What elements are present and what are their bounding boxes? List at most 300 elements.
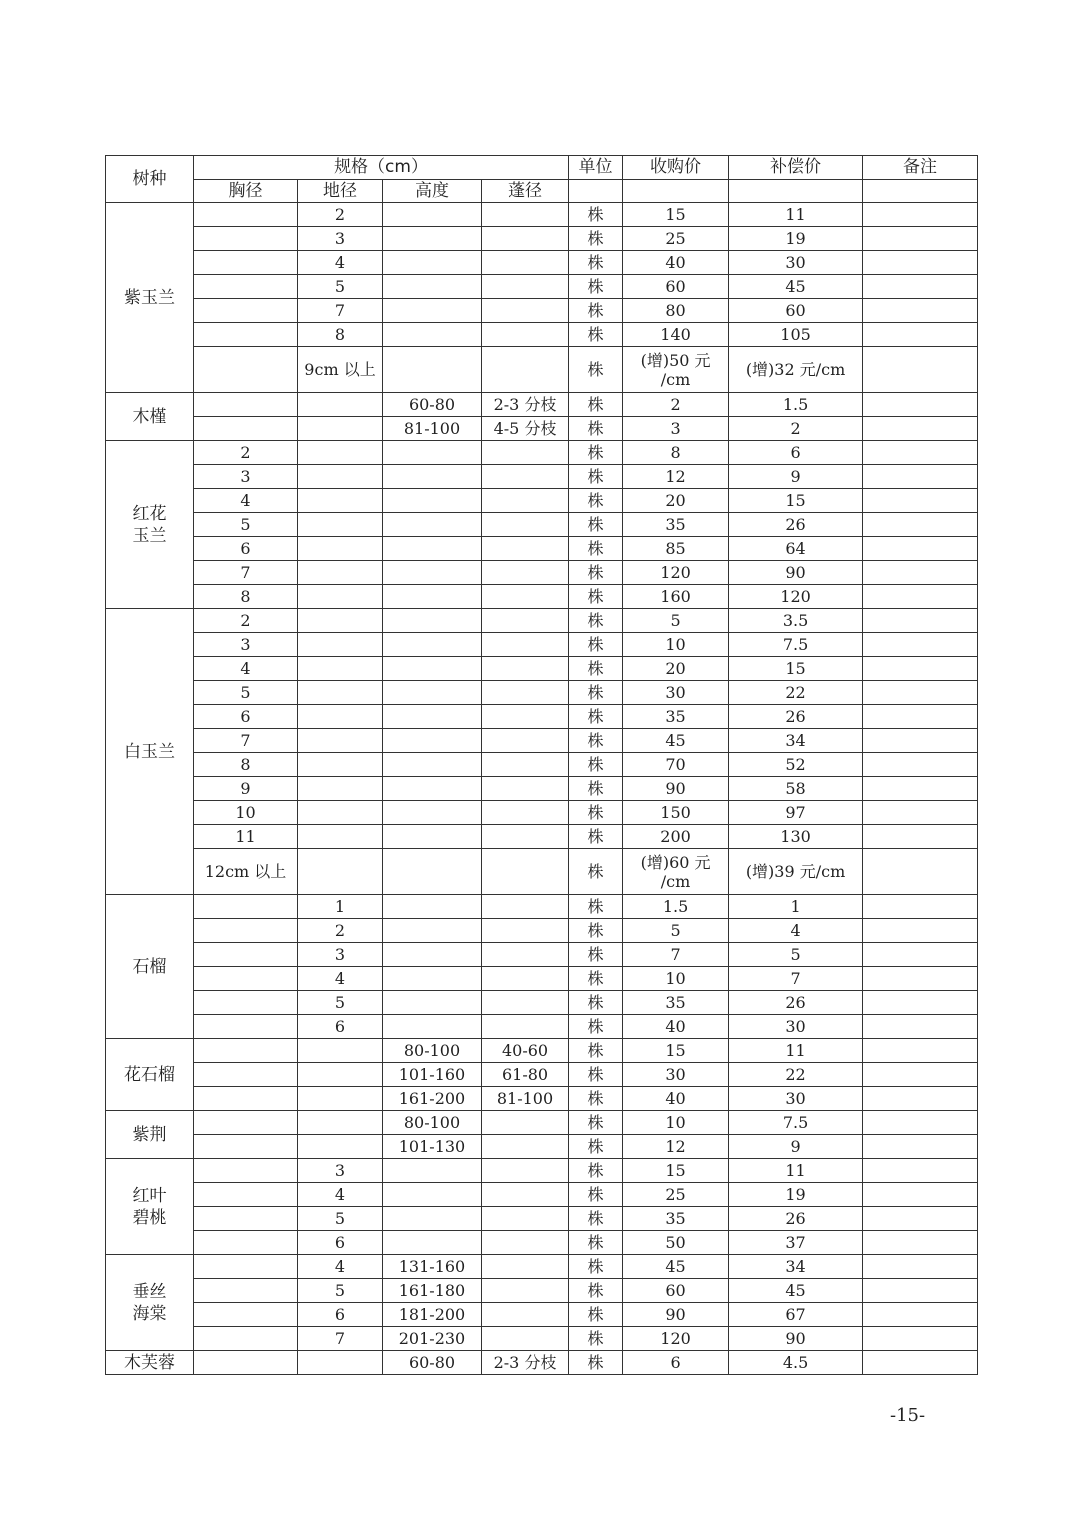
height-cell bbox=[383, 275, 482, 299]
crown-cell bbox=[482, 657, 569, 681]
compensation-price-cell: 11 bbox=[729, 1159, 863, 1183]
dbh-cell bbox=[194, 1039, 298, 1063]
remarks-cell bbox=[863, 1279, 978, 1303]
crown-cell bbox=[482, 513, 569, 537]
height-cell: 80-100 bbox=[383, 1111, 482, 1135]
crown-cell bbox=[482, 441, 569, 465]
header-unit-blank bbox=[569, 180, 623, 203]
height-cell bbox=[383, 943, 482, 967]
unit-cell: 株 bbox=[569, 729, 623, 753]
ground-diameter-cell: 6 bbox=[298, 1015, 383, 1039]
dbh-cell bbox=[194, 1231, 298, 1255]
species-cell: 木槿 bbox=[106, 393, 194, 441]
purchase-price-cell: 20 bbox=[623, 657, 729, 681]
crown-cell bbox=[482, 489, 569, 513]
ground-diameter-cell: 3 bbox=[298, 227, 383, 251]
unit-cell: 株 bbox=[569, 417, 623, 441]
crown-cell bbox=[482, 1303, 569, 1327]
compensation-price-cell: 9 bbox=[729, 1135, 863, 1159]
unit-cell: 株 bbox=[569, 919, 623, 943]
remarks-cell bbox=[863, 323, 978, 347]
height-cell bbox=[383, 777, 482, 801]
crown-cell bbox=[482, 1111, 569, 1135]
height-cell bbox=[383, 895, 482, 919]
table-row bbox=[106, 849, 978, 895]
header-unit: 单位 bbox=[569, 156, 623, 180]
dbh-cell: 3 bbox=[194, 633, 298, 657]
compensation-price-cell: 90 bbox=[729, 561, 863, 585]
unit-cell: 株 bbox=[569, 1063, 623, 1087]
purchase-price-cell: 40 bbox=[623, 1087, 729, 1111]
height-cell bbox=[383, 967, 482, 991]
crown-cell bbox=[482, 895, 569, 919]
compensation-price-cell: (增)32 元/cm bbox=[729, 347, 863, 393]
remarks-cell bbox=[863, 991, 978, 1015]
dbh-cell bbox=[194, 967, 298, 991]
unit-cell: 株 bbox=[569, 801, 623, 825]
compensation-price-cell: 11 bbox=[729, 203, 863, 227]
purchase-price-cell: 10 bbox=[623, 633, 729, 657]
remarks-cell bbox=[863, 967, 978, 991]
ground-diameter-cell bbox=[298, 441, 383, 465]
purchase-price-cell: 10 bbox=[623, 1111, 729, 1135]
crown-cell bbox=[482, 753, 569, 777]
unit-cell: 株 bbox=[569, 203, 623, 227]
purchase-price-cell: 90 bbox=[623, 1303, 729, 1327]
compensation-price-cell: 19 bbox=[729, 227, 863, 251]
purchase-price-cell: 20 bbox=[623, 489, 729, 513]
ground-diameter-cell: 5 bbox=[298, 1279, 383, 1303]
purchase-price-cell: (增)50 元 /cm bbox=[623, 347, 729, 393]
compensation-price-cell: 26 bbox=[729, 705, 863, 729]
unit-cell: 株 bbox=[569, 825, 623, 849]
compensation-price-cell: 37 bbox=[729, 1231, 863, 1255]
height-cell: 81-100 bbox=[383, 417, 482, 441]
unit-cell: 株 bbox=[569, 299, 623, 323]
crown-cell: 81-100 bbox=[482, 1087, 569, 1111]
ground-diameter-cell: 5 bbox=[298, 991, 383, 1015]
height-cell bbox=[383, 657, 482, 681]
height-cell bbox=[383, 919, 482, 943]
crown-cell: 61-80 bbox=[482, 1063, 569, 1087]
dbh-cell bbox=[194, 1063, 298, 1087]
table-row bbox=[106, 895, 978, 919]
compensation-price-cell: 5 bbox=[729, 943, 863, 967]
unit-cell: 株 bbox=[569, 1351, 623, 1375]
crown-cell bbox=[482, 299, 569, 323]
crown-cell bbox=[482, 825, 569, 849]
dbh-cell bbox=[194, 275, 298, 299]
table-row bbox=[106, 513, 978, 537]
compensation-price-cell: 26 bbox=[729, 513, 863, 537]
purchase-price-cell: 35 bbox=[623, 513, 729, 537]
compensation-price-cell: 67 bbox=[729, 1303, 863, 1327]
dbh-cell bbox=[194, 1303, 298, 1327]
purchase-price-cell: 120 bbox=[623, 561, 729, 585]
compensation-price-cell: 120 bbox=[729, 585, 863, 609]
purchase-price-cell: 50 bbox=[623, 1231, 729, 1255]
unit-cell: 株 bbox=[569, 681, 623, 705]
compensation-price-cell: 30 bbox=[729, 1015, 863, 1039]
header-height: 高度 bbox=[383, 180, 482, 203]
height-cell bbox=[383, 347, 482, 393]
ground-diameter-cell: 4 bbox=[298, 1183, 383, 1207]
height-cell bbox=[383, 1231, 482, 1255]
header-purchase-blank bbox=[623, 180, 729, 203]
header-comp-blank bbox=[729, 180, 863, 203]
crown-cell bbox=[482, 537, 569, 561]
table-row bbox=[106, 561, 978, 585]
crown-cell bbox=[482, 347, 569, 393]
dbh-cell bbox=[194, 203, 298, 227]
ground-diameter-cell: 6 bbox=[298, 1231, 383, 1255]
table-row bbox=[106, 801, 978, 825]
dbh-cell: 12cm 以上 bbox=[194, 849, 298, 895]
purchase-price-cell: 70 bbox=[623, 753, 729, 777]
remarks-cell bbox=[863, 633, 978, 657]
ground-diameter-cell bbox=[298, 825, 383, 849]
unit-cell: 株 bbox=[569, 561, 623, 585]
crown-cell bbox=[482, 681, 569, 705]
ground-diameter-cell bbox=[298, 1111, 383, 1135]
height-cell bbox=[383, 1159, 482, 1183]
remarks-cell bbox=[863, 1063, 978, 1087]
purchase-price-cell: 1.5 bbox=[623, 895, 729, 919]
purchase-price-cell: (增)60 元 /cm bbox=[623, 849, 729, 895]
compensation-price-cell: 60 bbox=[729, 299, 863, 323]
compensation-price-cell: 7.5 bbox=[729, 633, 863, 657]
purchase-price-cell: 30 bbox=[623, 1063, 729, 1087]
table-row bbox=[106, 323, 978, 347]
table-row bbox=[106, 489, 978, 513]
unit-cell: 株 bbox=[569, 1327, 623, 1351]
crown-cell bbox=[482, 1207, 569, 1231]
height-cell bbox=[383, 1183, 482, 1207]
purchase-price-cell: 30 bbox=[623, 681, 729, 705]
height-cell: 201-230 bbox=[383, 1327, 482, 1351]
unit-cell: 株 bbox=[569, 895, 623, 919]
compensation-price-cell: 30 bbox=[729, 1087, 863, 1111]
dbh-cell bbox=[194, 943, 298, 967]
purchase-price-cell: 45 bbox=[623, 729, 729, 753]
remarks-cell bbox=[863, 1111, 978, 1135]
remarks-cell bbox=[863, 1087, 978, 1111]
compensation-price-cell: 15 bbox=[729, 657, 863, 681]
purchase-price-cell: 25 bbox=[623, 1183, 729, 1207]
header-ground-diameter: 地径 bbox=[298, 180, 383, 203]
crown-cell bbox=[482, 919, 569, 943]
dbh-cell bbox=[194, 251, 298, 275]
unit-cell: 株 bbox=[569, 513, 623, 537]
remarks-cell bbox=[863, 585, 978, 609]
remarks-cell bbox=[863, 825, 978, 849]
unit-cell: 株 bbox=[569, 943, 623, 967]
purchase-price-cell: 6 bbox=[623, 1351, 729, 1375]
remarks-cell bbox=[863, 513, 978, 537]
ground-diameter-cell bbox=[298, 585, 383, 609]
remarks-cell bbox=[863, 753, 978, 777]
height-cell bbox=[383, 753, 482, 777]
dbh-cell bbox=[194, 227, 298, 251]
table-row bbox=[106, 1207, 978, 1231]
ground-diameter-cell: 5 bbox=[298, 1207, 383, 1231]
dbh-cell bbox=[194, 323, 298, 347]
crown-cell bbox=[482, 1231, 569, 1255]
table-row bbox=[106, 1351, 978, 1375]
table-row bbox=[106, 609, 978, 633]
ground-diameter-cell bbox=[298, 561, 383, 585]
remarks-cell bbox=[863, 1351, 978, 1375]
table-row bbox=[106, 1327, 978, 1351]
dbh-cell: 5 bbox=[194, 681, 298, 705]
purchase-price-cell: 2 bbox=[623, 393, 729, 417]
ground-diameter-cell bbox=[298, 633, 383, 657]
unit-cell: 株 bbox=[569, 585, 623, 609]
ground-diameter-cell: 2 bbox=[298, 203, 383, 227]
unit-cell: 株 bbox=[569, 609, 623, 633]
header-species: 树种 bbox=[106, 156, 194, 203]
remarks-cell bbox=[863, 777, 978, 801]
dbh-cell: 11 bbox=[194, 825, 298, 849]
dbh-cell: 9 bbox=[194, 777, 298, 801]
crown-cell: 4-5 分枝 bbox=[482, 417, 569, 441]
height-cell bbox=[383, 227, 482, 251]
height-cell bbox=[383, 465, 482, 489]
remarks-cell bbox=[863, 801, 978, 825]
height-cell bbox=[383, 585, 482, 609]
dbh-cell: 7 bbox=[194, 729, 298, 753]
dbh-cell: 2 bbox=[194, 441, 298, 465]
purchase-price-cell: 5 bbox=[623, 609, 729, 633]
height-cell bbox=[383, 825, 482, 849]
compensation-price-cell: 45 bbox=[729, 275, 863, 299]
ground-diameter-cell bbox=[298, 1351, 383, 1375]
height-cell: 181-200 bbox=[383, 1303, 482, 1327]
dbh-cell bbox=[194, 299, 298, 323]
crown-cell bbox=[482, 227, 569, 251]
height-cell: 131-160 bbox=[383, 1255, 482, 1279]
height-cell bbox=[383, 991, 482, 1015]
table-row bbox=[106, 1231, 978, 1255]
table-row bbox=[106, 1111, 978, 1135]
unit-cell: 株 bbox=[569, 393, 623, 417]
crown-cell bbox=[482, 705, 569, 729]
remarks-cell bbox=[863, 393, 978, 417]
compensation-price-cell: 9 bbox=[729, 465, 863, 489]
crown-cell bbox=[482, 633, 569, 657]
ground-diameter-cell bbox=[298, 417, 383, 441]
header-crown: 蓬径 bbox=[482, 180, 569, 203]
ground-diameter-cell bbox=[298, 393, 383, 417]
remarks-cell bbox=[863, 849, 978, 895]
dbh-cell: 4 bbox=[194, 657, 298, 681]
species-cell: 木芙蓉 bbox=[106, 1351, 194, 1375]
remarks-cell bbox=[863, 919, 978, 943]
purchase-price-cell: 25 bbox=[623, 227, 729, 251]
table-row bbox=[106, 1159, 978, 1183]
table-row bbox=[106, 441, 978, 465]
ground-diameter-cell bbox=[298, 729, 383, 753]
dbh-cell: 8 bbox=[194, 753, 298, 777]
compensation-price-cell: 52 bbox=[729, 753, 863, 777]
ground-diameter-cell bbox=[298, 537, 383, 561]
height-cell: 161-200 bbox=[383, 1087, 482, 1111]
ground-diameter-cell: 4 bbox=[298, 251, 383, 275]
remarks-cell bbox=[863, 729, 978, 753]
crown-cell bbox=[482, 203, 569, 227]
purchase-price-cell: 12 bbox=[623, 465, 729, 489]
height-cell bbox=[383, 681, 482, 705]
unit-cell: 株 bbox=[569, 657, 623, 681]
species-cell: 白玉兰 bbox=[106, 609, 194, 895]
price-table bbox=[105, 155, 978, 1375]
purchase-price-cell: 200 bbox=[623, 825, 729, 849]
purchase-price-cell: 35 bbox=[623, 991, 729, 1015]
header-dbh: 胸径 bbox=[194, 180, 298, 203]
species-cell: 紫玉兰 bbox=[106, 203, 194, 393]
purchase-price-cell: 35 bbox=[623, 705, 729, 729]
table-row bbox=[106, 585, 978, 609]
ground-diameter-cell: 5 bbox=[298, 275, 383, 299]
remarks-cell bbox=[863, 1327, 978, 1351]
table-row bbox=[106, 1135, 978, 1159]
table-row bbox=[106, 1183, 978, 1207]
remarks-cell bbox=[863, 299, 978, 323]
compensation-price-cell: 11 bbox=[729, 1039, 863, 1063]
dbh-cell bbox=[194, 417, 298, 441]
height-cell bbox=[383, 633, 482, 657]
crown-cell bbox=[482, 991, 569, 1015]
height-cell bbox=[383, 441, 482, 465]
purchase-price-cell: 120 bbox=[623, 1327, 729, 1351]
ground-diameter-cell bbox=[298, 681, 383, 705]
crown-cell bbox=[482, 777, 569, 801]
dbh-cell bbox=[194, 1015, 298, 1039]
height-cell bbox=[383, 1207, 482, 1231]
remarks-cell bbox=[863, 895, 978, 919]
purchase-price-cell: 35 bbox=[623, 1207, 729, 1231]
ground-diameter-cell bbox=[298, 1039, 383, 1063]
table-row bbox=[106, 299, 978, 323]
species-cell: 花石榴 bbox=[106, 1039, 194, 1111]
crown-cell bbox=[482, 609, 569, 633]
table-row bbox=[106, 919, 978, 943]
dbh-cell: 5 bbox=[194, 513, 298, 537]
header-remarks: 备注 bbox=[863, 156, 978, 180]
table-row bbox=[106, 753, 978, 777]
height-cell: 101-160 bbox=[383, 1063, 482, 1087]
table-row bbox=[106, 943, 978, 967]
table-row bbox=[106, 1039, 978, 1063]
crown-cell bbox=[482, 1159, 569, 1183]
dbh-cell bbox=[194, 1351, 298, 1375]
remarks-cell bbox=[863, 1159, 978, 1183]
height-cell bbox=[383, 251, 482, 275]
remarks-cell bbox=[863, 227, 978, 251]
compensation-price-cell: 4 bbox=[729, 919, 863, 943]
remarks-cell bbox=[863, 441, 978, 465]
remarks-cell bbox=[863, 251, 978, 275]
species-cell: 石榴 bbox=[106, 895, 194, 1039]
dbh-cell: 2 bbox=[194, 609, 298, 633]
table-row bbox=[106, 1303, 978, 1327]
remarks-cell bbox=[863, 609, 978, 633]
dbh-cell: 3 bbox=[194, 465, 298, 489]
ground-diameter-cell bbox=[298, 753, 383, 777]
table-row bbox=[106, 251, 978, 275]
crown-cell: 2-3 分枝 bbox=[482, 1351, 569, 1375]
unit-cell: 株 bbox=[569, 347, 623, 393]
crown-cell bbox=[482, 849, 569, 895]
ground-diameter-cell: 4 bbox=[298, 1255, 383, 1279]
dbh-cell bbox=[194, 1183, 298, 1207]
header-compensation-price: 补偿价 bbox=[729, 156, 863, 180]
compensation-price-cell: 97 bbox=[729, 801, 863, 825]
compensation-price-cell: 58 bbox=[729, 777, 863, 801]
compensation-price-cell: 45 bbox=[729, 1279, 863, 1303]
ground-diameter-cell: 7 bbox=[298, 1327, 383, 1351]
unit-cell: 株 bbox=[569, 323, 623, 347]
table-row bbox=[106, 393, 978, 417]
compensation-price-cell: 105 bbox=[729, 323, 863, 347]
ground-diameter-cell: 3 bbox=[298, 943, 383, 967]
compensation-price-cell: 7.5 bbox=[729, 1111, 863, 1135]
purchase-price-cell: 3 bbox=[623, 417, 729, 441]
height-cell bbox=[383, 203, 482, 227]
compensation-price-cell: 2 bbox=[729, 417, 863, 441]
purchase-price-cell: 7 bbox=[623, 943, 729, 967]
unit-cell: 株 bbox=[569, 1135, 623, 1159]
remarks-cell bbox=[863, 347, 978, 393]
crown-cell bbox=[482, 1135, 569, 1159]
purchase-price-cell: 45 bbox=[623, 1255, 729, 1279]
remarks-cell bbox=[863, 705, 978, 729]
height-cell bbox=[383, 299, 482, 323]
purchase-price-cell: 15 bbox=[623, 203, 729, 227]
compensation-price-cell: 34 bbox=[729, 729, 863, 753]
dbh-cell bbox=[194, 347, 298, 393]
height-cell bbox=[383, 849, 482, 895]
remarks-cell bbox=[863, 681, 978, 705]
ground-diameter-cell: 3 bbox=[298, 1159, 383, 1183]
remarks-cell bbox=[863, 657, 978, 681]
dbh-cell: 6 bbox=[194, 537, 298, 561]
height-cell bbox=[383, 489, 482, 513]
unit-cell: 株 bbox=[569, 633, 623, 657]
compensation-price-cell: 22 bbox=[729, 681, 863, 705]
dbh-cell bbox=[194, 1087, 298, 1111]
unit-cell: 株 bbox=[569, 251, 623, 275]
unit-cell: 株 bbox=[569, 991, 623, 1015]
unit-cell: 株 bbox=[569, 777, 623, 801]
crown-cell bbox=[482, 1015, 569, 1039]
unit-cell: 株 bbox=[569, 1231, 623, 1255]
purchase-price-cell: 85 bbox=[623, 537, 729, 561]
ground-diameter-cell bbox=[298, 513, 383, 537]
table-row bbox=[106, 825, 978, 849]
crown-cell: 40-60 bbox=[482, 1039, 569, 1063]
table-row bbox=[106, 1255, 978, 1279]
height-cell: 60-80 bbox=[383, 1351, 482, 1375]
table-row bbox=[106, 1015, 978, 1039]
purchase-price-cell: 90 bbox=[623, 777, 729, 801]
crown-cell bbox=[482, 275, 569, 299]
table-row bbox=[106, 991, 978, 1015]
height-cell bbox=[383, 513, 482, 537]
table-row bbox=[106, 465, 978, 489]
unit-cell: 株 bbox=[569, 465, 623, 489]
height-cell bbox=[383, 1015, 482, 1039]
